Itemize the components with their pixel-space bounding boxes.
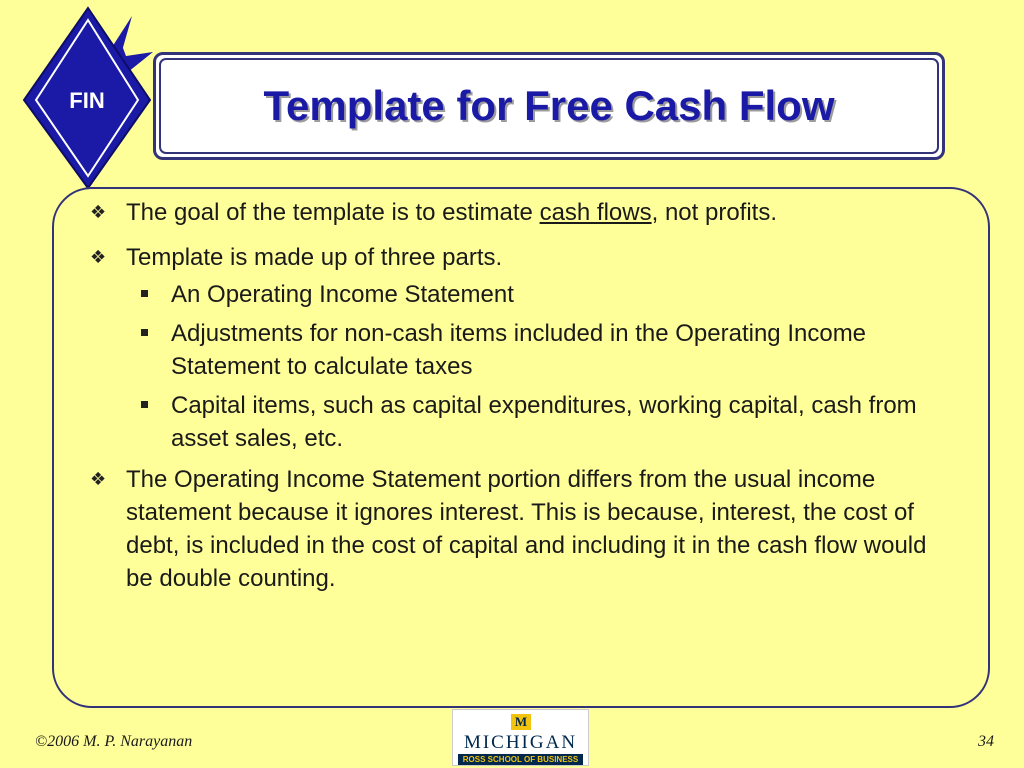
square-bullet-icon (141, 290, 148, 297)
diamond-bullet-icon: ❖ (90, 202, 107, 222)
bullet-goal (86, 196, 946, 229)
bullet-text-end: , not profits. (651, 199, 777, 226)
title-frame (153, 52, 945, 160)
cash-flows-link[interactable]: cash flows (539, 199, 652, 226)
slide-content (86, 196, 946, 607)
slide-title: Template for Free Cash Flow (263, 82, 835, 129)
michigan-logo (452, 709, 589, 766)
sub-bullet-text: Capital items, such as capital expenditures, working capital, cash from asset sales, etc. (171, 392, 917, 452)
bullet-text: Template is made up of three parts. (126, 244, 503, 271)
square-bullet-icon (141, 329, 148, 336)
bullet-parts (86, 241, 946, 274)
diamond-bullet-icon: ❖ (90, 247, 107, 267)
bullet-text: The Operating Income Statement portion differs from the usual income statement because it ignores interest. This is because, interest, the cost of debt, is included in the cost of capital and including it in the cash flow would be double counting. (126, 466, 927, 592)
sub-bullet-text: Adjustments for non-cash items included in the Operating Income Statement to calculate taxes (171, 320, 867, 380)
page-number: 34 (978, 733, 994, 750)
logo-label: FIN (69, 88, 105, 113)
diamond-bullet-icon: ❖ (90, 469, 107, 489)
ross-school-label: ROSS SCHOOL OF BUSINESS (458, 754, 583, 765)
michigan-wordmark: MICHIGAN (463, 732, 578, 753)
bullet-operating-income (86, 463, 946, 595)
bullet-text: The goal of the template is to estimate (126, 199, 540, 226)
sub-bullet (86, 389, 946, 455)
michigan-block-m-icon: M (511, 714, 531, 730)
sub-bullet (86, 278, 946, 311)
sub-bullet-text: An Operating Income Statement (171, 281, 514, 308)
title-frame-inner (159, 58, 939, 154)
sub-bullet (86, 317, 946, 383)
copyright: ©2006 M. P. Narayanan (35, 733, 193, 750)
square-bullet-icon (141, 401, 148, 408)
